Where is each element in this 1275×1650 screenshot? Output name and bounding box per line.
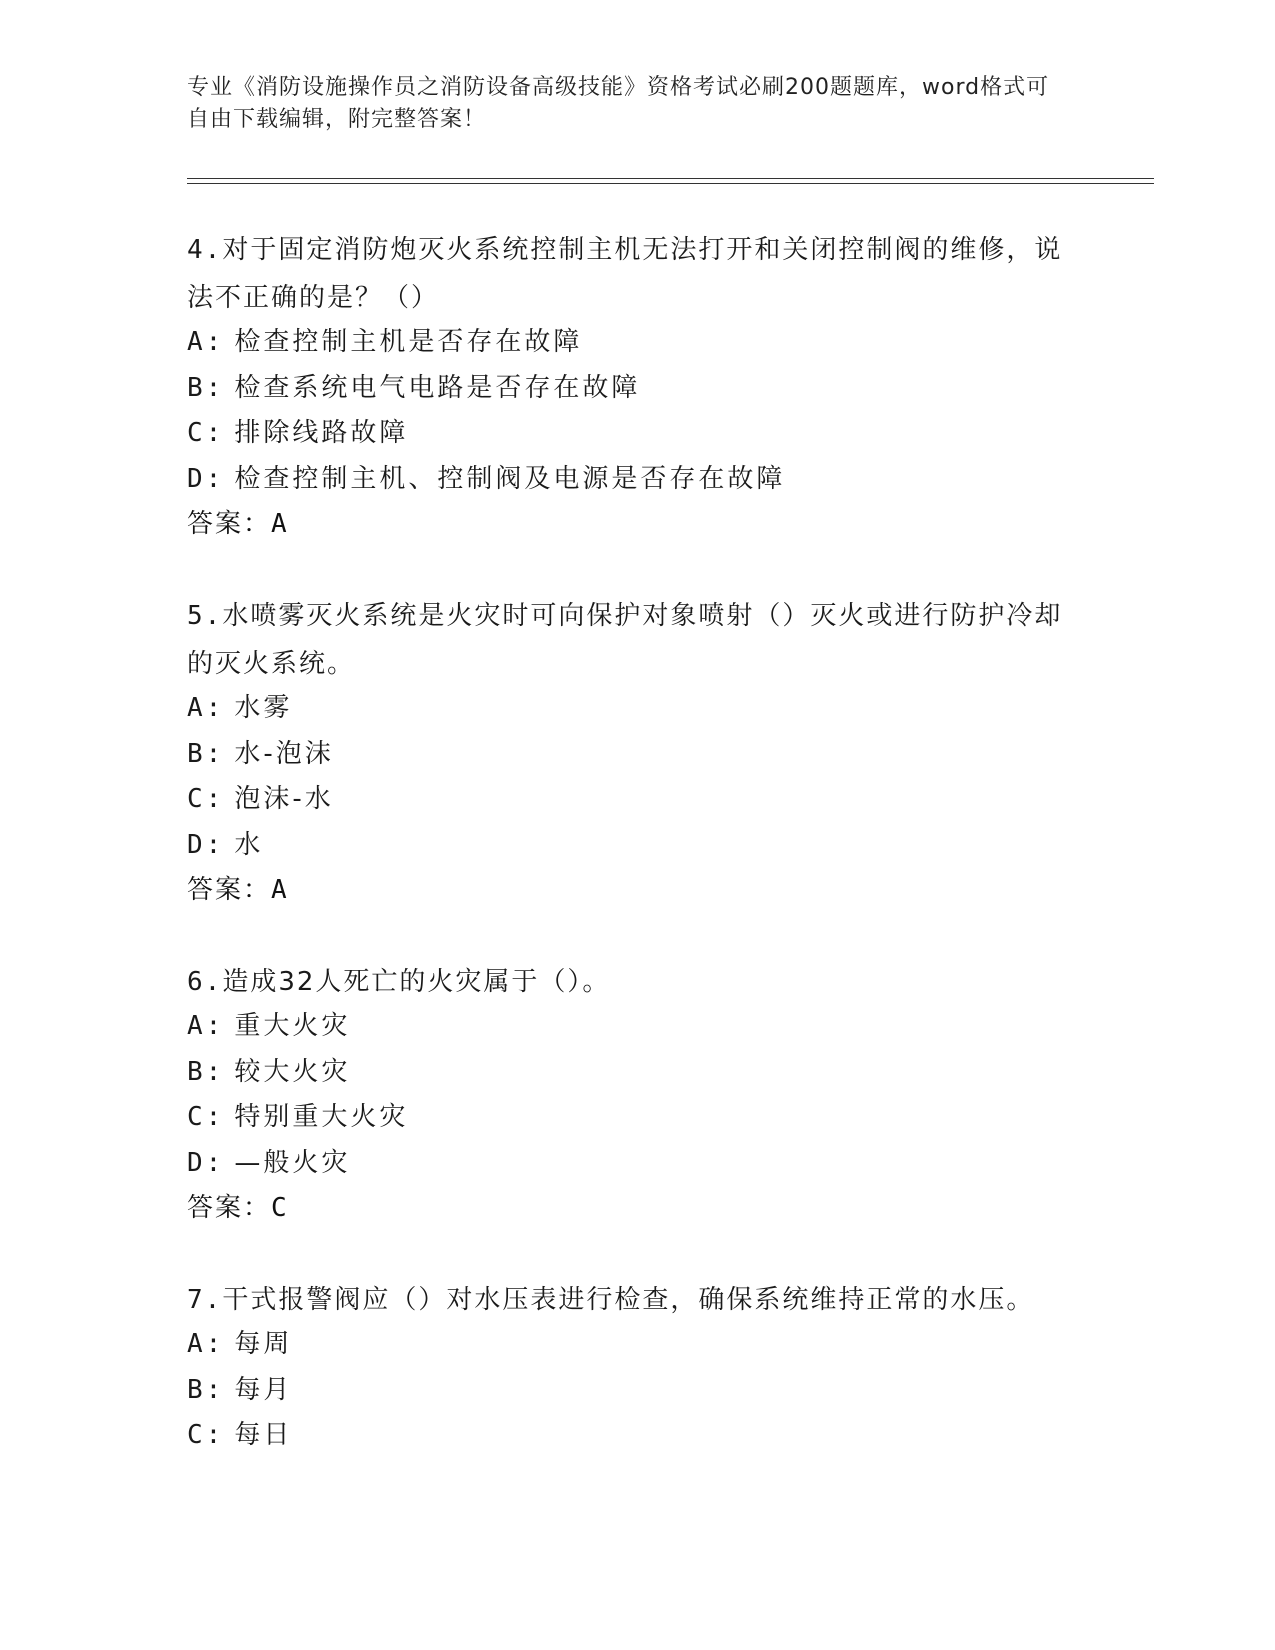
option-text: 检查控制主机、控制阀及电源是否存在故障 [234, 463, 786, 494]
option-key: C: [187, 1420, 225, 1451]
option-key: A: [187, 692, 225, 723]
question-stem [187, 592, 1087, 688]
question-text: 对于固定消防炮灭火系统控制主机无法打开和关闭控制阀的维修，说法不正确的是？（） [187, 235, 1063, 313]
question-number: 4. [187, 235, 223, 265]
option-text: 排除线路故障 [234, 418, 409, 449]
question-text: 干式报警阀应（）对水压表进行检查，确保系统维持正常的水压。 [222, 1284, 1035, 1315]
option-c [187, 777, 1087, 823]
option-key: A: [187, 1010, 225, 1041]
option-a [187, 686, 1087, 732]
answer-line [187, 502, 1087, 548]
document-header: 专业《消防设施操作员之消防设备高级技能》资格考试必刷200题题库，word格式可自由下载编辑，附完整答案！ [187, 75, 1050, 132]
option-key: A: [187, 327, 225, 357]
option-key: A: [187, 1328, 225, 1359]
option-text: 检查系统电气电路是否存在故障 [234, 372, 641, 403]
option-d [187, 823, 1087, 869]
answer-value: C [271, 1193, 289, 1224]
option-key: B: [187, 372, 225, 403]
question-list [187, 226, 1087, 1503]
option-key: D: [187, 829, 225, 860]
question-item [187, 1276, 1087, 1459]
answer-value: A [271, 875, 289, 906]
option-text: 检查控制主机是否存在故障 [234, 327, 583, 357]
header-divider-bottom [187, 183, 1154, 184]
option-b [187, 1050, 1087, 1096]
option-text: 重大火灾 [234, 1010, 351, 1041]
question-stem [187, 1276, 1087, 1324]
question-item [187, 226, 1087, 548]
option-text: 较大火灾 [234, 1056, 351, 1087]
option-key: B: [187, 1056, 225, 1087]
option-d [187, 1141, 1087, 1187]
option-key: B: [187, 1374, 225, 1405]
answer-label: 答案： [187, 1193, 272, 1224]
option-b [187, 732, 1087, 778]
question-number: 5. [187, 600, 223, 631]
option-c [187, 411, 1087, 457]
option-key: C: [187, 1102, 225, 1133]
option-key: B: [187, 738, 225, 769]
answer-label: 答案： [187, 509, 272, 540]
question-number: 7. [187, 1284, 223, 1315]
option-key: C: [187, 784, 225, 815]
answer-value: A [271, 509, 289, 540]
option-key: D: [187, 1147, 225, 1178]
option-text: —般火灾 [234, 1147, 351, 1178]
option-text: 每月 [234, 1374, 293, 1405]
option-a [187, 1004, 1087, 1050]
question-text: 造成32人死亡的火灾属于（）。 [222, 966, 611, 997]
option-c [187, 1095, 1087, 1141]
question-stem [187, 958, 1087, 1006]
option-text: 特别重大火灾 [234, 1102, 409, 1133]
answer-line [187, 868, 1087, 914]
option-text: 每日 [234, 1420, 293, 1451]
option-key: D: [187, 463, 225, 494]
option-text: 水 [234, 829, 264, 860]
option-text: 水-泡沫 [234, 738, 334, 769]
option-b [187, 1368, 1087, 1414]
option-c [187, 1413, 1087, 1459]
option-a [187, 320, 1087, 366]
question-item [187, 592, 1087, 914]
header-divider-top [187, 178, 1154, 179]
answer-line [187, 1186, 1087, 1232]
question-stem [187, 226, 1087, 322]
answer-label: 答案： [187, 875, 272, 906]
question-number: 6. [187, 966, 223, 997]
option-text: 每周 [234, 1328, 293, 1359]
option-text: 水雾 [234, 692, 293, 723]
option-key: C: [187, 418, 225, 449]
option-b [187, 366, 1087, 412]
question-text: 水喷雾灭火系统是火灾时可向保护对象喷射（）灭火或进行防护冷却的灭火系统。 [187, 600, 1063, 679]
option-d [187, 457, 1087, 503]
option-text: 泡沫-水 [234, 784, 334, 815]
option-a [187, 1322, 1087, 1368]
question-item [187, 958, 1087, 1232]
